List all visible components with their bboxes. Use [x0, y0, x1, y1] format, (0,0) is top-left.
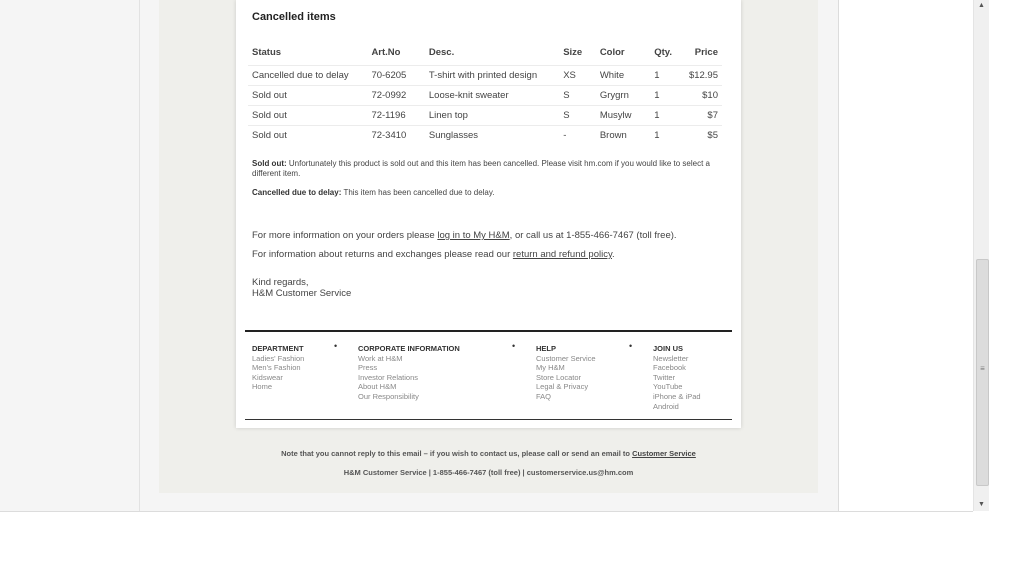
cell-color: Brown: [596, 126, 650, 146]
returns-info-suffix: .: [612, 249, 615, 260]
footer-link[interactable]: Men's Fashion: [252, 363, 301, 373]
footer-link[interactable]: Our Responsibility: [358, 391, 419, 401]
returns-info-prefix: For information about returns and exchanges please read our: [252, 249, 513, 260]
sold-out-text: Unfortunately this product is sold out and this item has been cancelled. Please visit hm.com if you would like to select a different item.: [252, 159, 710, 178]
footer-link[interactable]: Work at H&M: [358, 353, 403, 363]
footer-join-title: JOIN US: [653, 344, 684, 353]
pane-divider: [139, 0, 140, 511]
footer-separator: •: [334, 341, 338, 351]
scroll-down-icon[interactable]: ▼: [978, 501, 985, 508]
footer-link[interactable]: YouTube: [653, 382, 683, 392]
col-qty: Qty.: [654, 47, 673, 58]
cell-color: Grygrn: [596, 86, 650, 106]
cell-size: S: [559, 106, 596, 126]
cell-size: -: [559, 126, 596, 146]
sold-out-label: Sold out:: [252, 159, 287, 168]
footer-divider-top: [245, 330, 732, 332]
scroll-grip-icon: ≡: [980, 364, 985, 373]
footer-help-title: HELP: [536, 344, 557, 353]
cell-color: Musylw: [596, 106, 650, 126]
footer-link[interactable]: Press: [358, 363, 378, 373]
vertical-scrollbar[interactable]: [973, 0, 989, 511]
table-header-row: [248, 44, 722, 66]
col-size: Size: [563, 47, 583, 58]
order-info-prefix: For more information on your orders please: [252, 230, 438, 241]
footer-link[interactable]: Ladies' Fashion: [252, 353, 305, 363]
cell-status: Sold out: [248, 86, 367, 106]
delay-note: [252, 188, 722, 198]
cell-qty: 1: [650, 66, 685, 86]
footer-help: [536, 344, 596, 402]
footer-link[interactable]: iPhone & iPad: [653, 391, 701, 401]
footer-link[interactable]: Android: [653, 401, 679, 411]
footer-separator: •: [512, 341, 516, 351]
cancelled-items-table: [248, 44, 722, 145]
footer-join: [653, 344, 701, 411]
table-row: [248, 106, 722, 126]
contact-line: H&M Customer Service | 1-855-466-7467 (toll free) | customerservice.us@hm.com: [343, 468, 634, 477]
footer-link[interactable]: FAQ: [536, 391, 552, 401]
delay-text: This item has been cancelled due to delay.: [343, 188, 495, 197]
cell-qty: 1: [650, 86, 685, 106]
cell-artno: 72-1196: [367, 106, 424, 126]
cell-price: $12.95: [685, 66, 722, 86]
footer-department-title: DEPARTMENT: [252, 344, 304, 353]
scrollbar-thumb[interactable]: [976, 259, 989, 486]
no-reply-notice: [159, 449, 818, 458]
footer-link[interactable]: Investor Relations: [358, 372, 419, 382]
footer-corporate: [358, 344, 460, 402]
col-status: Status: [252, 47, 282, 58]
delay-label: Cancelled due to delay:: [252, 188, 342, 197]
refund-policy-link[interactable]: return and refund policy: [512, 249, 612, 260]
scroll-up-icon[interactable]: ▲: [978, 2, 985, 9]
footer-link[interactable]: Newsletter: [653, 353, 689, 363]
no-reply-text: Note that you cannot reply to this email – if you wish to contact us, please call or send an email to: [281, 449, 633, 458]
my-hm-login-link[interactable]: log in to My H&M: [437, 230, 510, 241]
footer-link[interactable]: About H&M: [358, 382, 397, 392]
table-row: [248, 66, 722, 86]
col-price: Price: [694, 47, 718, 58]
footer-link[interactable]: Store Locator: [536, 372, 582, 382]
section-title: Cancelled items: [252, 11, 336, 23]
cell-qty: 1: [650, 126, 685, 146]
cell-artno: 72-0992: [367, 86, 424, 106]
sold-out-note: [252, 159, 722, 179]
footer-link[interactable]: Facebook: [653, 363, 686, 373]
cell-status: Cancelled due to delay: [248, 66, 367, 86]
footer-department: [252, 344, 304, 392]
footer-link[interactable]: My H&M: [536, 363, 565, 373]
order-info-suffix: , or call us at 1-855-466-7467 (toll free).: [509, 230, 677, 241]
cell-qty: 1: [650, 106, 685, 126]
cell-price: $5: [685, 126, 722, 146]
cell-status: Sold out: [248, 126, 367, 146]
cell-size: XS: [559, 66, 596, 86]
side-pane: [839, 0, 973, 512]
cell-price: $10: [685, 86, 722, 106]
table-row: [248, 86, 722, 106]
cell-price: $7: [685, 106, 722, 126]
col-desc: Desc.: [428, 47, 455, 58]
cell-size: S: [559, 86, 596, 106]
customer-service-link[interactable]: Customer Service: [632, 449, 696, 458]
cell-desc: Loose-knit sweater: [425, 86, 559, 106]
cell-desc: T-shirt with printed design: [425, 66, 559, 86]
cell-artno: 70-6205: [367, 66, 424, 86]
footer-link[interactable]: Twitter: [653, 372, 676, 382]
cell-status: Sold out: [248, 106, 367, 126]
cell-desc: Sunglasses: [425, 126, 559, 146]
signoff-name: H&M Customer Service: [252, 288, 352, 299]
footer-link[interactable]: Kidswear: [252, 372, 283, 382]
signoff-greeting: Kind regards,: [252, 277, 309, 288]
col-artno: Art.No: [371, 47, 401, 58]
footer-link[interactable]: Customer Service: [536, 353, 596, 363]
footer-link[interactable]: Home: [252, 382, 273, 392]
email-body: [236, 0, 741, 428]
cell-desc: Linen top: [425, 106, 559, 126]
col-color: Color: [599, 47, 625, 58]
footer-divider-bottom: [245, 419, 732, 420]
returns-info-line: [252, 249, 722, 260]
footer-separator: •: [629, 341, 633, 351]
cell-artno: 72-3410: [367, 126, 424, 146]
order-info-line: [252, 230, 722, 241]
footer-corporate-title: CORPORATE INFORMATION: [358, 344, 460, 353]
table-row: [248, 126, 722, 146]
footer-link[interactable]: Legal & Privacy: [536, 382, 589, 392]
cell-color: White: [596, 66, 650, 86]
